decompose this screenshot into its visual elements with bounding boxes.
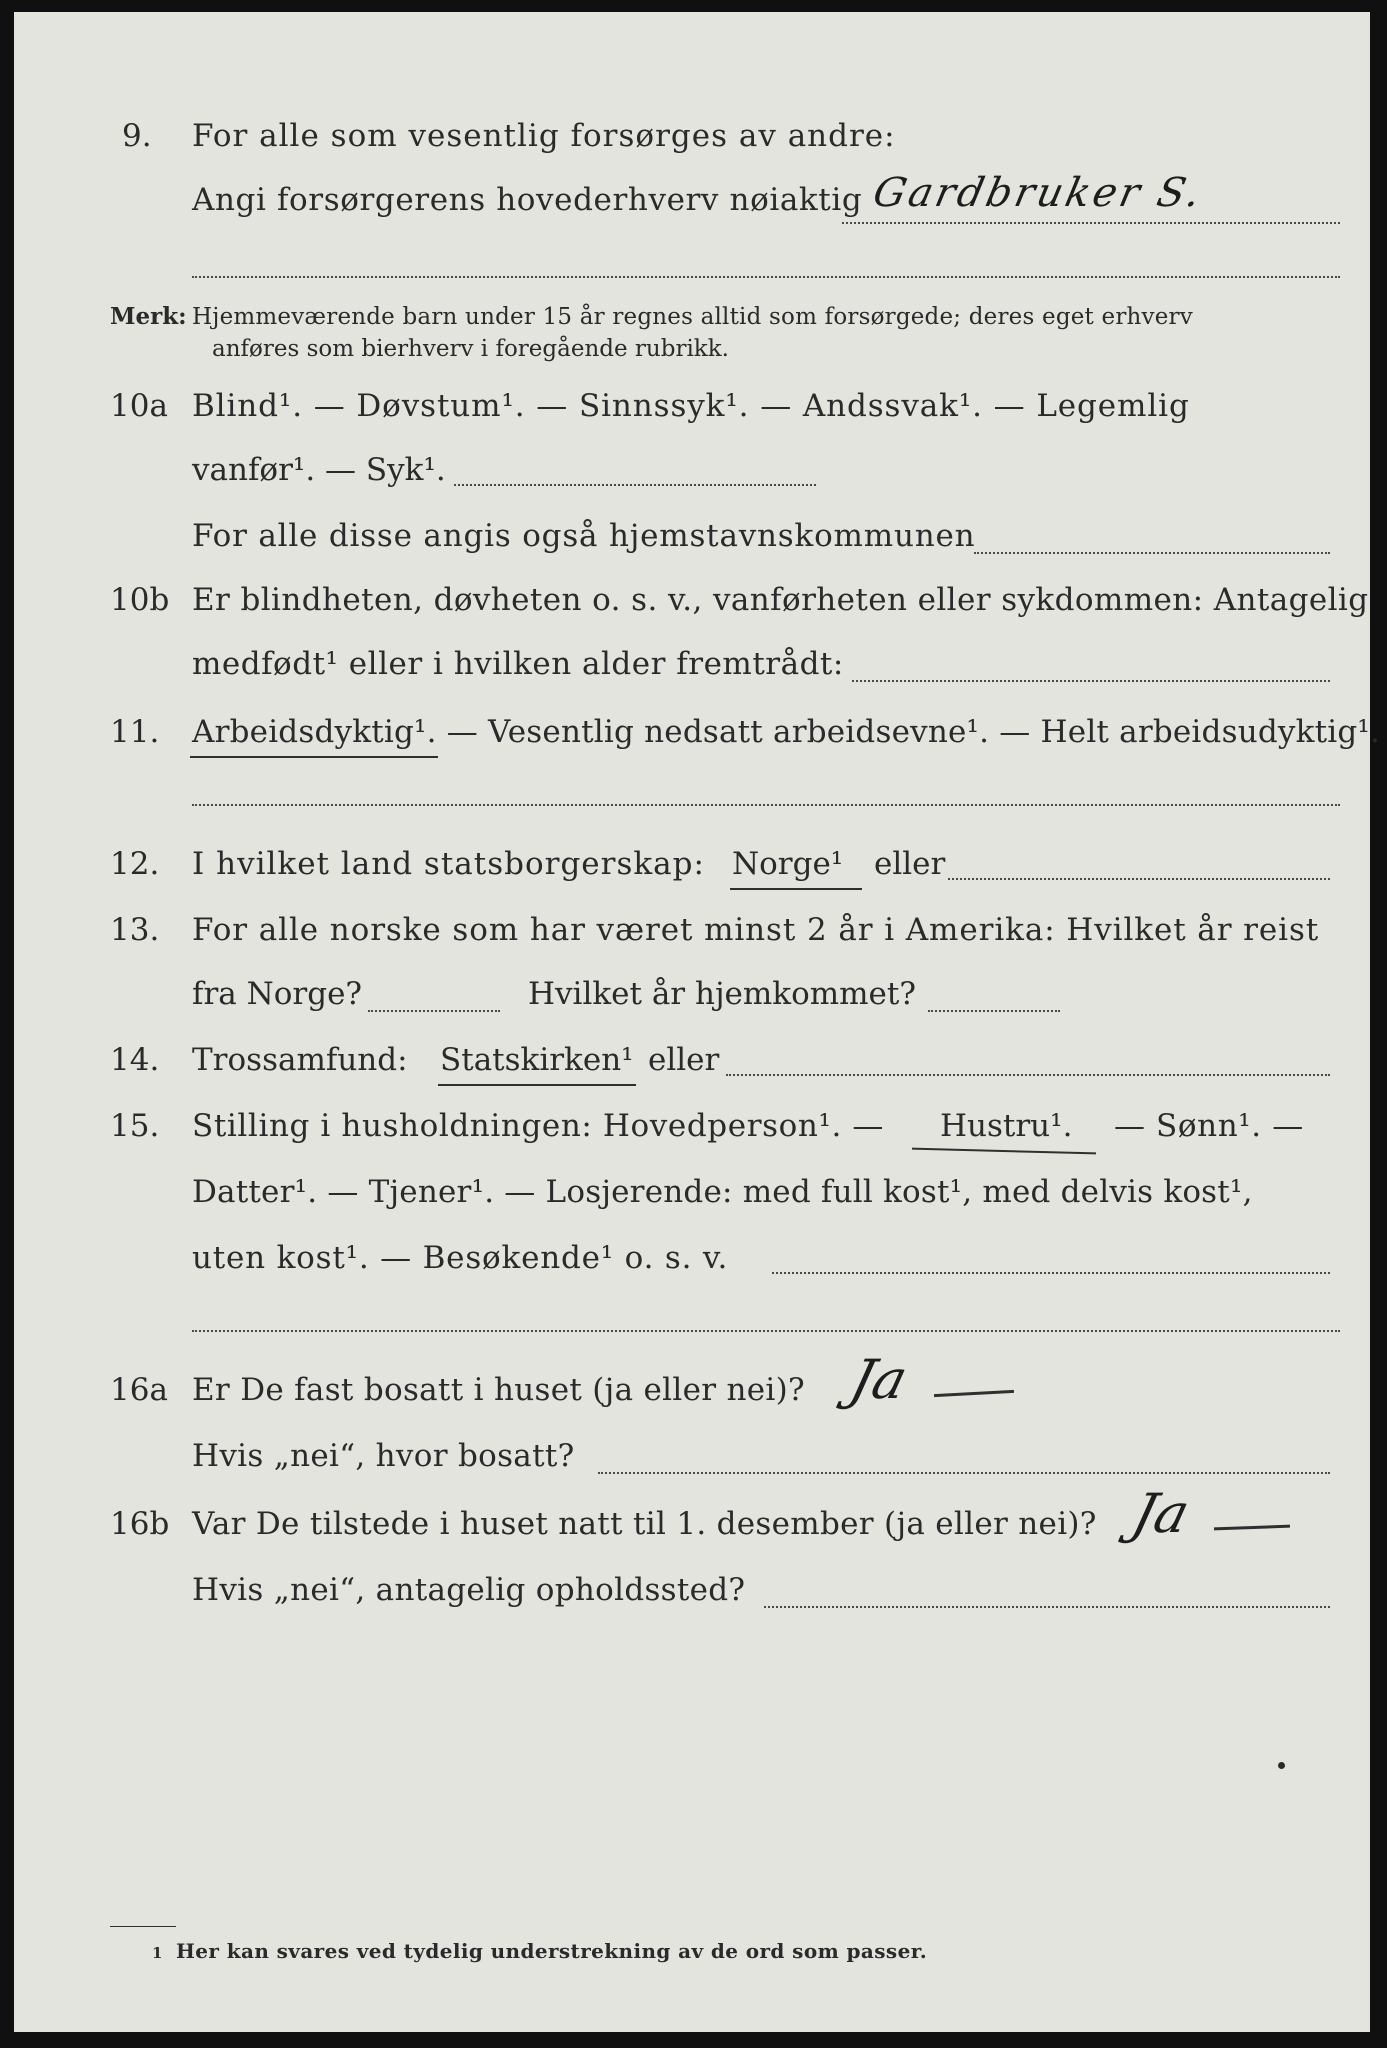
q13-number: 13. [110, 912, 160, 948]
q14-prefix: Trossamfund: [192, 1042, 408, 1078]
q9-handwritten-answer: Gardbruker S. [869, 170, 1208, 216]
q16b-opholdssted-line [764, 1606, 1330, 1608]
q16a-line2: Hvis „nei“, hvor bosatt? [192, 1438, 575, 1474]
q11-rest: — Vesentlig nedsatt arbeidsevne¹. — Helt arbeidsudyktig¹. [436, 714, 1381, 750]
merk-line1: Hjemmeværende barn under 15 år regnes alltid som forsørgede; deres eget erhverv [192, 304, 1193, 330]
q15-line1a: Stilling i husholdningen: Hovedperson¹. — [192, 1108, 884, 1144]
q10b-line2: medfødt¹ eller i hvilken alder fremtrådt: [192, 646, 844, 682]
q15-line2: Datter¹. — Tjener¹. — Losjerende: med full kost¹, med delvis kost¹, [192, 1174, 1253, 1210]
q16a-number: 16a [110, 1372, 168, 1408]
q12-land-line [948, 878, 1330, 880]
q10a-number: 10a [110, 388, 168, 424]
q13-line2b: Hvilket år hjemkommet? [528, 976, 916, 1012]
q10b-line1: Er blindheten, døvheten o. s. v., vanførheten eller sykdommen: Antagelig [192, 582, 1369, 618]
ink-dot [1278, 1762, 1285, 1769]
q9-line1: For alle som vesentlig forsørges av andre: [192, 118, 896, 154]
q9-line2: Angi forsørgerens hovederhverv nøiaktig [192, 182, 863, 218]
q11-extra-line [192, 804, 1340, 806]
q15-extra-line [192, 1330, 1340, 1332]
q9-extra-line [192, 276, 1340, 278]
q16b-number: 16b [110, 1506, 170, 1542]
q10a-line2: vanfør¹. — Syk¹. [192, 452, 446, 488]
q12-number: 12. [110, 846, 160, 882]
q15-line3: uten kost¹. — Besøkende¹ o. s. v. [192, 1240, 729, 1276]
q14-eller: eller [648, 1042, 720, 1078]
q16b-handwritten-answer: Ja [1126, 1482, 1196, 1545]
q12-option-norge[interactable]: Norge¹ [732, 846, 844, 882]
q13-hjemkommet-line [928, 1010, 1060, 1012]
q13-line2a: fra Norge? [192, 976, 363, 1012]
q15-line1b: — Sønn¹. — [1114, 1108, 1304, 1144]
q15-besokende-line [772, 1272, 1330, 1274]
q10b-number: 10b [110, 582, 170, 618]
q14-underline-statskirken [438, 1084, 636, 1086]
q14-number: 14. [110, 1042, 160, 1078]
q16a-handwritten-answer: Ja [844, 1348, 914, 1411]
merk-label: Merk: [110, 303, 187, 330]
footnote-mark: 1 [152, 1944, 163, 1962]
q12-underline-norge [730, 888, 862, 890]
q10a-syk-line [454, 484, 816, 486]
q13-reist-line [368, 1010, 500, 1012]
q9-number: 9. [122, 118, 152, 154]
q16a-line1: Er De fast bosatt i huset (ja eller nei)? [192, 1372, 805, 1408]
q15-option-hustru[interactable]: Hustru¹. [940, 1108, 1073, 1144]
q11-underline-arbeidsdyktig [190, 756, 438, 758]
q15-underline-hustru [912, 1148, 1096, 1155]
footnote-text: Her kan svares ved tydelig understrekning av de ord som passer. [176, 1939, 928, 1963]
q10a-line1: Blind¹. — Døvstum¹. — Sinnssyk¹. — Andssvak¹. — Legemlig [192, 388, 1190, 424]
q12-eller: eller [874, 846, 946, 882]
census-form-page [14, 12, 1381, 2032]
q16b-line1: Var De tilstede i huset natt til 1. desember (ja eller nei)? [192, 1506, 1097, 1542]
q10a-kommune-line [974, 552, 1330, 554]
q12-prefix: I hvilket land statsborgerskap: [192, 846, 705, 882]
q11-number: 11. [110, 714, 160, 750]
q15-number: 15. [110, 1108, 160, 1144]
q16a-answer-stroke [934, 1390, 1014, 1397]
q10a-line3: For alle disse angis også hjemstavnskommunen [192, 518, 976, 554]
q14-option-statskirken[interactable]: Statskirken¹ [440, 1042, 634, 1078]
q11-line [192, 712, 1380, 752]
merk-line2: anføres som bierhverv i foregående rubrikk. [212, 336, 729, 362]
q14-trossamfund-line [726, 1074, 1330, 1076]
footnote-rule [110, 1926, 176, 1927]
q11-option-arbeidsdyktig[interactable]: Arbeidsdyktig¹. [192, 714, 437, 750]
q13-line1: For alle norske som har været minst 2 år i Amerika: Hvilket år reist [192, 912, 1320, 948]
q16b-answer-stroke [1214, 1525, 1290, 1531]
q16b-line2: Hvis „nei“, antagelig opholdssted? [192, 1572, 746, 1608]
q9-answer-line [842, 222, 1340, 224]
q10b-alder-line [852, 680, 1330, 682]
q16a-bosatt-line [598, 1472, 1330, 1474]
